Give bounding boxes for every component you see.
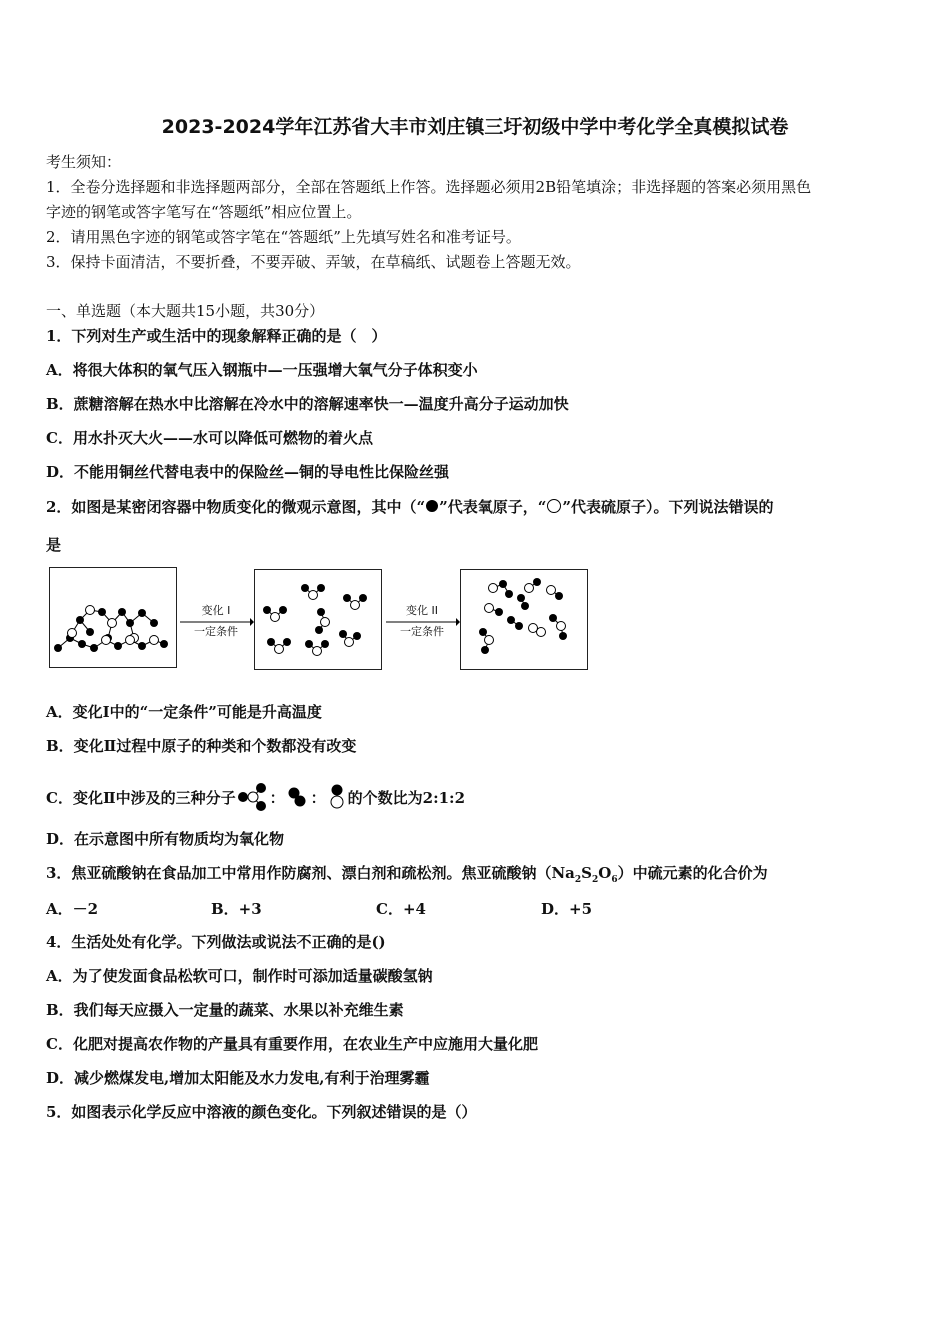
notice-line-3: 3．保持卡面清洁，不要折叠，不要弄破、弄皱，在草稿纸、试题卷上答题无效。 xyxy=(46,253,581,271)
q3-option-b: B．+3 xyxy=(211,900,262,918)
q1-option-c: C．用水扑灭大火——水可以降低可燃物的着火点 xyxy=(46,429,373,447)
q1-option-d: D．不能用铜丝代替电表中的保险丝—铜的导电性比保险丝强 xyxy=(46,463,450,481)
notice-line-1: 1．全卷分选择题和非选择题两部分，全部在答题纸上作答。选择题必须用2B铅笔填涂；非选择题的答案必须用黑色 xyxy=(46,178,812,196)
diagram-molecules-2 xyxy=(255,570,381,669)
diagram-box-3 xyxy=(460,569,588,670)
arrow-2-bottom-label: 一定条件 xyxy=(400,625,444,638)
diagram-box-1 xyxy=(49,567,177,668)
q2-stem-mid: ”代表氧原子，“ xyxy=(439,498,547,516)
so2-molecule-icon xyxy=(236,782,270,812)
q4-stem: 4．生活处处有化学。下列做法或说法不正确的是() xyxy=(46,933,386,951)
q4-option-a: A．为了使发面食品松软可口，制作时可添加适量碳酸氢钠 xyxy=(46,967,433,985)
q2-option-c xyxy=(46,782,465,812)
q4-option-d: D．减少燃煤发电,增加太阳能及水力发电,有利于治理雾霾 xyxy=(46,1069,430,1087)
q3-s: S xyxy=(581,864,592,882)
q2-option-d: D．在示意图中所有物质均为氧化物 xyxy=(46,830,285,848)
page-title: 2023-2024学年江苏省大丰市刘庄镇三圩初级中学中考化学全真模拟试卷 xyxy=(161,116,789,138)
q4-option-c: C．化肥对提高农作物的产量具有重要作用，在农业生产中应施用大量化肥 xyxy=(46,1035,538,1053)
q1-option-a: A．将很大体积的氧气压入钢瓶中—一压强增大氧气分子体积变小 xyxy=(46,361,478,379)
q2-option-b: B．变化Ⅱ过程中原子的种类和个数都没有改变 xyxy=(46,737,357,755)
q5-stem: 5．如图表示化学反应中溶液的颜色变化。下列叙述错误的是（） xyxy=(46,1103,477,1121)
diagram-molecules-1 xyxy=(50,568,176,667)
q2-stem xyxy=(46,497,773,517)
oxygen-atom-icon xyxy=(425,499,439,513)
q2-stem-pre: 2．如图是某密闭容器中物质变化的微观示意图，其中（“ xyxy=(46,498,426,516)
q4-option-b: B．我们每天应摄入一定量的蔬菜、水果以补充维生素 xyxy=(46,1001,404,1019)
q3-stem xyxy=(46,863,768,890)
q2-stem-post: ”代表硫原子）。下列说法错误的 xyxy=(562,498,774,516)
arrow-1-bottom-label: 一定条件 xyxy=(194,625,238,638)
q3-option-c: C．+4 xyxy=(376,900,426,918)
section-heading: 一、单选题（本大题共15小题，共30分） xyxy=(46,302,325,320)
q2-option-c-sep1: ： xyxy=(269,789,285,807)
q3-stem-pre: 3．焦亚硫酸钠在食品加工中常用作防腐剂、漂白剂和疏松剂。焦亚硫酸钠（Na xyxy=(46,864,575,882)
q2-option-c-sep2: ： xyxy=(310,789,326,807)
q3-option-d: D．+5 xyxy=(541,900,593,918)
q3-o: O xyxy=(598,864,612,882)
q3-sub2: 2 xyxy=(591,875,599,885)
notice-line-2: 2．请用黑色字迹的钢笔或答字笔在“答题纸”上先填写姓名和准考证号。 xyxy=(46,228,521,246)
so-molecule-icon xyxy=(326,782,348,812)
q2-option-a: A．变化I中的“一定条件”可能是升高温度 xyxy=(46,703,322,721)
q3-stem-post: ）中硫元素的化合价为 xyxy=(617,864,768,882)
diagram-box-2 xyxy=(254,569,382,670)
notice-heading: 考生须知： xyxy=(46,153,122,171)
arrow-1-top-label: 变化 I xyxy=(201,604,231,617)
q2-option-c-post: 的个数比为2:1:2 xyxy=(347,789,466,807)
arrow-2-top-label: 变化 II xyxy=(406,604,438,617)
q1-stem: 1．下列对生产或生活中的现象解释正确的是（ ） xyxy=(46,327,387,345)
notice-line-1b: 字迹的钢笔或答字笔写在“答题纸”相应位置上。 xyxy=(46,203,362,221)
q1-option-b: B．蔗糖溶解在热水中比溶解在冷水中的溶解速率快一—温度升高分子运动加快 xyxy=(46,395,569,413)
q2-stem-cont: 是 xyxy=(46,536,62,554)
q3-option-a: A．－2 xyxy=(46,900,99,918)
q3-sub3: 6 xyxy=(611,875,618,885)
sulfur-atom-icon xyxy=(546,498,562,514)
q2-option-c-pre: C．变化Ⅱ中涉及的三种分子 xyxy=(46,789,236,807)
diagram-molecules-3 xyxy=(461,570,587,669)
o2-molecule-icon xyxy=(285,782,311,812)
q3-sub1: 2 xyxy=(574,875,582,885)
